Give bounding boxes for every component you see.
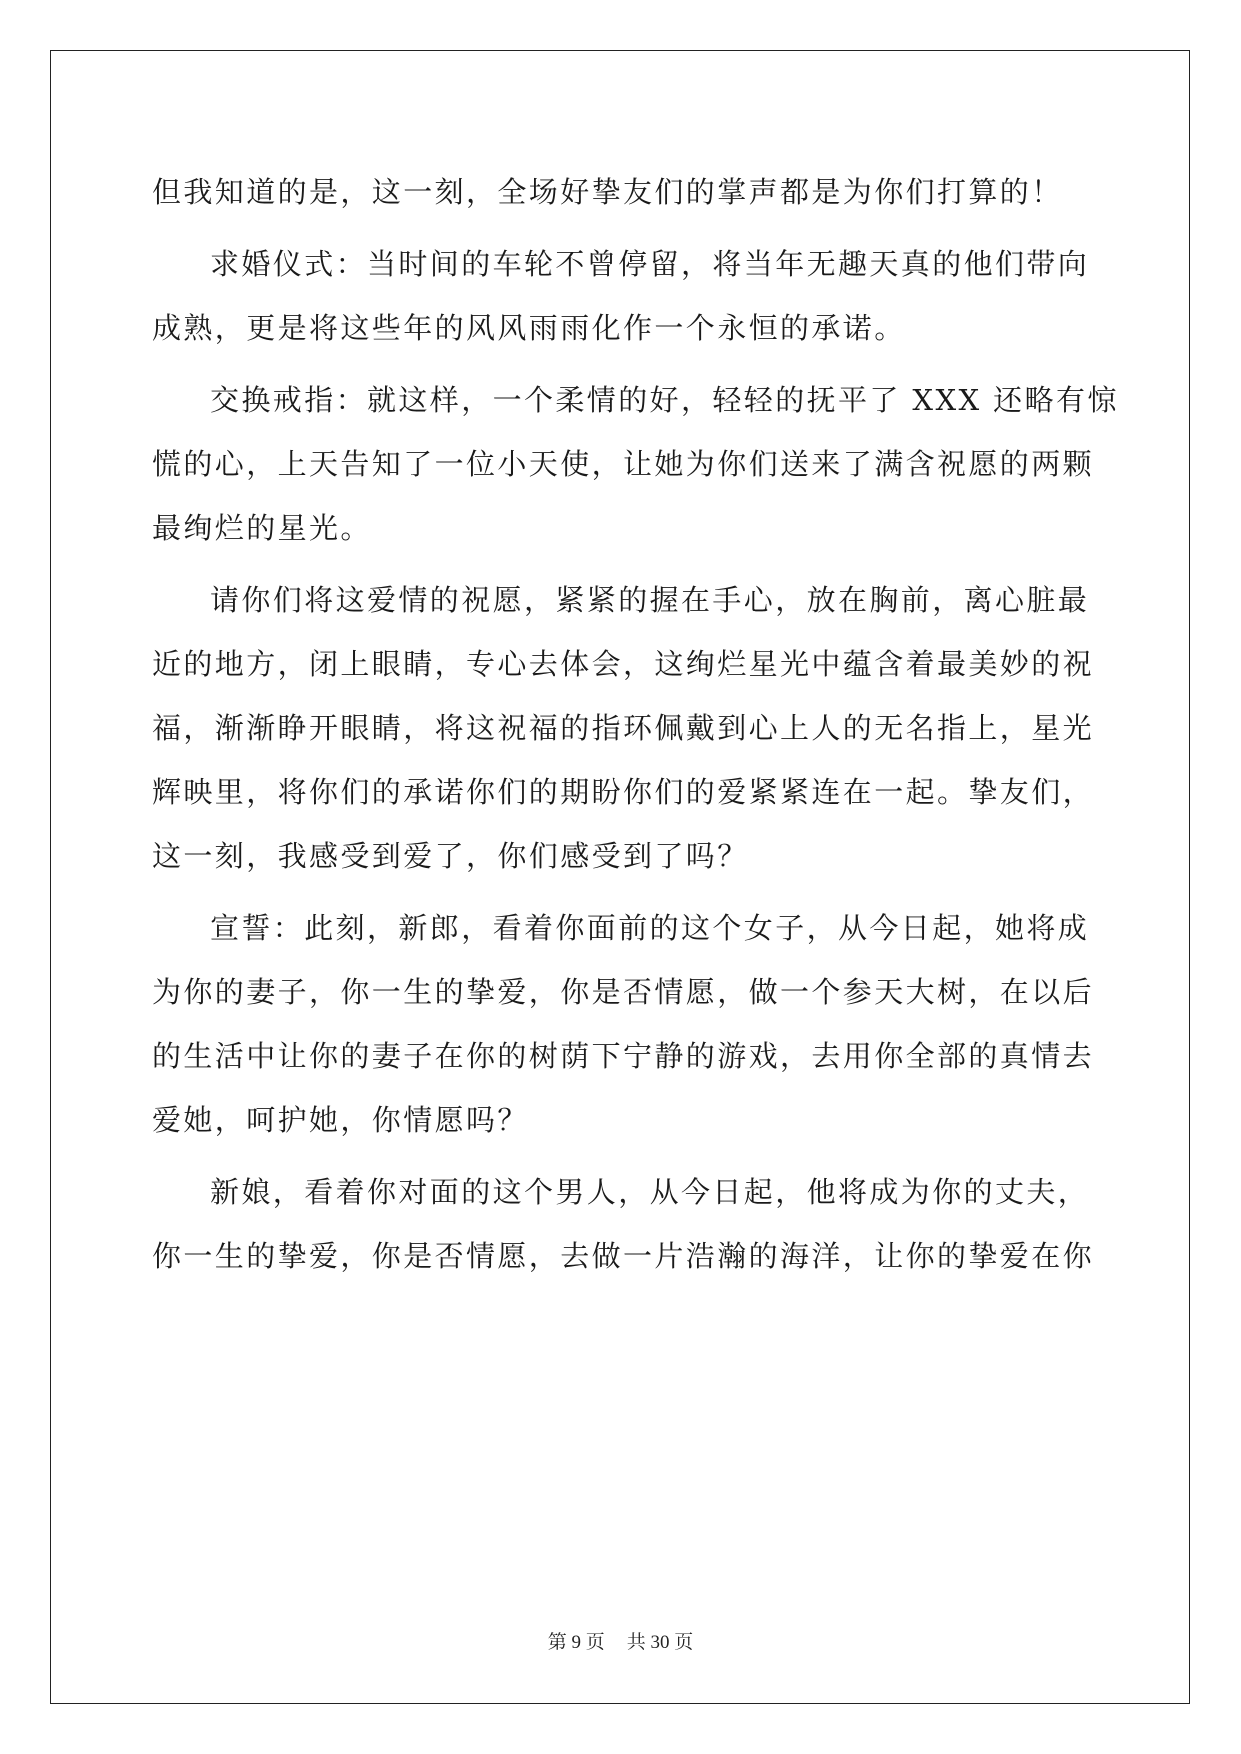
page-number: 第 9 页: [547, 1632, 605, 1653]
text-line: 近的地方，闭上眼睛，专心去体会，这绚烂星光中蕴含着最美妙的祝: [152, 647, 1095, 681]
text-line: 宣誓：此刻，新郎，看着你面前的这个女子，从今日起，她将成: [210, 911, 1090, 945]
text-line: 求婚仪式：当时间的车轮不曾停留，将当年无趣天真的他们带向: [210, 247, 1090, 281]
text-line: 你一生的挚爱，你是否情愿，去做一片浩瀚的海洋，让你的挚爱在你: [152, 1239, 1095, 1273]
text-line: 的生活中让你的妻子在你的树荫下宁静的游戏，去用你全部的真情去: [152, 1039, 1095, 1073]
text-line: 成熟，更是将这些年的风风雨雨化作一个永恒的承诺。: [152, 311, 906, 345]
text-line: 新娘，看着你对面的这个男人，从今日起，他将成为你的丈夫，: [210, 1175, 1090, 1209]
text-line: 请你们将这爱情的祝愿，紧紧的握在手心，放在胸前，离心脏最: [210, 583, 1090, 617]
text-line: 慌的心，上天告知了一位小天使，让她为你们送来了满含祝愿的两颗: [152, 447, 1095, 481]
text-line: 辉映里，将你们的承诺你们的期盼你们的爱紧紧连在一起。挚友们，: [152, 775, 1095, 809]
document-body: [152, 160, 1119, 1288]
page-total: 共 30 页: [626, 1632, 694, 1653]
text-line: 这一刻，我感受到爱了，你们感受到了吗？: [152, 839, 749, 873]
text-line: 福，渐渐睁开眼睛，将这祝福的指环佩戴到心上人的无名指上，星光: [152, 711, 1095, 745]
text-line: 最绚烂的星光。: [152, 511, 372, 545]
text-line: 但我知道的是，这一刻，全场好挚友们的掌声都是为你们打算的！: [152, 175, 1063, 209]
page-footer: [0, 1627, 1241, 1654]
text-line: 为你的妻子，你一生的挚爱，你是否情愿，做一个参天大树，在以后: [152, 975, 1095, 1009]
text-line: 爱她，呵护她，你情愿吗？: [152, 1103, 529, 1137]
text-line: 交换戒指：就这样，一个柔情的好，轻轻的抚平了 XXX 还略有惊: [210, 383, 1119, 417]
